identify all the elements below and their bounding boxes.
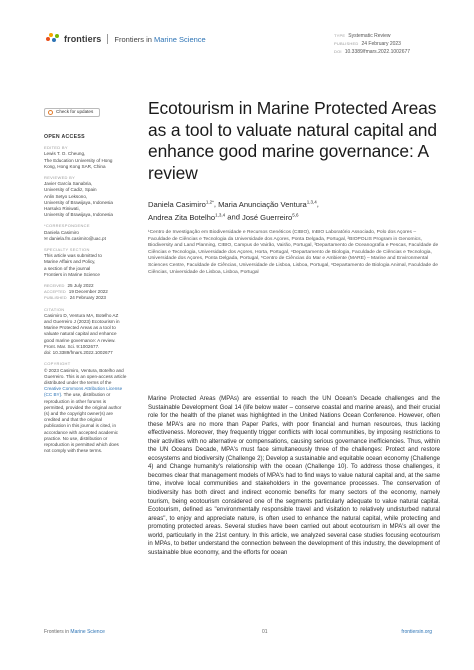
correspondence-info[interactable]: Daniela Casimiro ✉ daniela.fm.casimiro@uac.pt <box>44 229 106 241</box>
author-affiliations: ¹Centro de Investigação em Biodiversidade e Recursos Genéticos (CIBIO), InBIO Laboratório Associado, Polo dos Açores – Faculdade de Ciências e Tecnologia da Universidade dos Açores, Ponta Delgada, Portugal, ²BIOPOLIS Program in Genomics, Biodiversity and Land Planning, CIBIO, Campus de Vairão, Vairão, Portugal, ³Departamento de Oceanografia e Pescas, Faculdade de Ciências e Tecnologia, Universidade dos Açores, Horta, Portugal, ⁴Departamento de Biologia, Faculdade de Ciências e Tecnologia, Universidade dos Açores, Ponta Delgada, Portugal, ⁵Centro de Ciências do Mar e Ambiente (MARE) – Marine and Environmental Sciences Centre, Faculdade de Ciências, Universidade de Lisboa, Lisboa, Portugal, ⁶Departamento de Biologia Animal, Faculdade de Ciências, Universidade de Lisboa, Lisboa, Portugal <box>148 230 439 275</box>
page-number: 01 <box>262 629 268 635</box>
author-list: Daniela Casimiro$^{1,2*}$, Maria Anunciação Ventura$^{1,3,4}$, Andrea Zita Botelho$^{1,3,4}$ and José Guerreiro$^{5,6}$ <box>148 199 319 222</box>
meta-type: TYPE Systematic Review <box>334 33 391 39</box>
meta-doi[interactable]: DOI 10.3389/fmars.2022.1002677 <box>334 49 411 55</box>
frontiers-logo-icon <box>46 33 60 45</box>
editor-info: Lewis T. O. Cheung, The Education University of Hong Kong, Hong Kong SAR, China <box>44 151 113 169</box>
article-sidebar <box>44 108 136 454</box>
date-accepted: ACCEPTED 19 December 2022 <box>44 289 108 295</box>
publisher-name: frontiers <box>64 34 102 44</box>
article-dates <box>44 283 136 302</box>
author-name[interactable]: José Guerreiro$^{5,6}$ <box>242 212 299 222</box>
date-published: PUBLISHED 24 February 2023 <box>44 295 106 301</box>
citation-text: Casimiro D, Ventura MA, Botelho AZ and Guerreiro J (2023) Ecotourism in Marine Protected Areas as a tool to valuate natural capital and enhance good marine governance: A review. Front. Mar. Sci. 9:1002677. doi: 10.3389/fmars.2022.1002677 <box>44 312 120 356</box>
article-title: Ecotourism in Marine Protected Areas as a tool to valuate natural capital and enhance good marine governance: A review <box>148 98 437 183</box>
page-header <box>46 32 454 62</box>
copyright-text: © 2023 Casimiro, Ventura, Botelho and Guerreiro. This is an open-access article distributed under the terms of the Creative Commons Attribution License (CC BY). The use, distribution or reproduction in other forums is permitted, provided the original author (s) and the copyright owner(s) are credited and that the original publication in this journal is cited, in accordance with accepted academic practice. No use, distribution or reproduction is permitted which does not comply with these terms. <box>44 367 127 454</box>
specialty-section-heading: SPECIALTY SECTION <box>44 247 90 253</box>
date-received: RECEIVED 25 July 2022 <box>44 283 94 289</box>
correspondence-heading: *CORRESPONDENCE <box>44 223 90 229</box>
specialty-section-info: This article was submitted to Marine Affairs and Policy, a section of the journal Frontiers in Marine Science <box>44 253 102 277</box>
article-main <box>148 98 440 276</box>
footer-site-link[interactable]: frontiersin.org <box>401 629 432 635</box>
check-updates-button[interactable]: Check for updates <box>44 108 100 117</box>
journal-logo[interactable] <box>46 32 206 46</box>
reviewers-info: Javier García Sanabria, University of Cadiz, Spain Anlin Setyo Leksono, University of Brawijaya, Indonesia Harsuko Riniwati, University of Brawijaya, Indonesia <box>44 181 113 218</box>
author-name[interactable]: Maria Anunciação Ventura$^{1,3,4}$ <box>218 199 317 209</box>
open-access-label: OPEN ACCESS <box>44 134 85 140</box>
abstract-text: Marine Protected Areas (MPAs) are essential to reach the UN Ocean's Decade challenges and the Sustainable Development Goal 14 (life below water – conserve coastal and marine areas), and their crucial role for the health of the planet was highlighted in the United Nations Ocean Conference. However, often these MPA's are no more than Paper Parks, with poor financial and human resources, thus lacking effectiveness. Moreover, they frequently trigger conflicts with local communities, by imposing restrictions to their activities with no alternative or compensations, causing serious governance inefficiencies. Thus, within the UN Oceans Decade, MPA's must face simultaneously three of the challenges: Protect and restore ecosystems and biodiversity (Challenge 2); Develop a sustainable and equitable ocean economy (Challenge 4) and Change humanity's relationship with the ocean (Challenge 10). To address those challenges, it becomes clear that management models of MPA's had to find ways to value natural capital and, at the same time, involve local communities and stakeholders in the governance processes. The conservation of biodiversity has both direct and indirect economic benefits for many sectors of the economy, namely tourism, being ecotourism considered one of the segments particularly adequate to value natural capital. Ecotourism, defined as "environmentally responsible travel and visitation to relatively undisturbed natural areas", to enjoy and appreciate nature, is often used to enhance the natural capital, while protecting and promoting protected areas. Several studies have been carried out about ecotourism in MPA's all over the world, particularly in the 21st century. In this article, we analyzed several case studies focusing ecotourism in MPAs, to better understand the connection between the development of this industry, the development of sustainable blue economy, and the efforts for ocean <box>148 395 440 556</box>
footer-journal: Frontiers in Marine Science <box>44 629 105 635</box>
logo-divider <box>107 34 108 44</box>
author-name[interactable]: Andrea Zita Botelho$^{1,3,4}$ <box>148 212 226 222</box>
author-name[interactable]: Daniela Casimiro$^{1,2*}$ <box>148 199 214 209</box>
reviewed-by-heading: REVIEWED BY <box>44 175 76 181</box>
edited-by-heading: EDITED BY <box>44 145 68 151</box>
license-link[interactable]: Creative Commons Attribution License (CC BY). <box>44 386 123 398</box>
article-meta <box>334 32 410 56</box>
copyright-heading: COPYRIGHT <box>44 361 71 367</box>
update-check-icon <box>48 110 53 115</box>
page-footer <box>44 629 432 637</box>
citation-heading: CITATION <box>44 306 65 312</box>
meta-published: PUBLISHED 24 February 2023 <box>334 41 401 47</box>
journal-title: Frontiers in Marine Science <box>114 34 206 44</box>
